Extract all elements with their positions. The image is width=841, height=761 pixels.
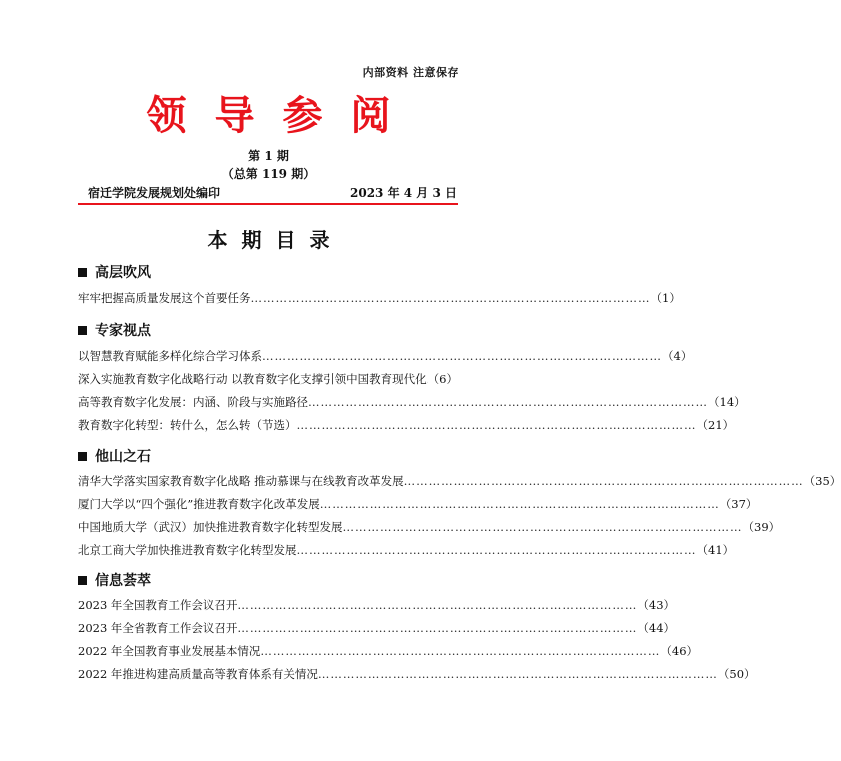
entry-page: （43）	[637, 598, 676, 612]
entry-title: 中国地质大学（武汉）加快推进教育数字化转型发展	[78, 520, 343, 534]
entry-title: 教育数字化转型：转什么，怎么转（节选）	[78, 418, 297, 432]
toc-entry[interactable]	[78, 417, 735, 433]
toc-entry[interactable]	[78, 290, 681, 306]
leader-dots: ……………………………………………………………………………………	[342, 520, 743, 534]
entry-page: （1）	[650, 291, 681, 305]
entry-page: （39）	[742, 520, 781, 534]
toc-entry[interactable]	[78, 643, 699, 659]
leader-dots: ……………………………………………………………………………………	[250, 291, 651, 305]
square-bullet-icon	[78, 268, 87, 277]
toc-entry[interactable]	[78, 496, 758, 512]
leader-dots: ……………………………………………………………………………………	[262, 349, 662, 363]
entry-page: （4）	[662, 349, 693, 363]
toc-entry[interactable]	[78, 620, 676, 636]
toc-entry[interactable]	[78, 666, 756, 682]
section-name: 专家视点	[95, 323, 151, 339]
editor-line: 宿迁学院发展规划处编印	[88, 186, 221, 200]
entry-title: 北京工商大学加快推进教育数字化转型发展	[78, 543, 297, 557]
leader-dots: ……………………………………………………………………………………	[403, 474, 804, 488]
issue-number: 第 1 期	[248, 149, 289, 163]
masthead-title: 领导参阅	[146, 93, 419, 139]
entry-page: （41）	[696, 543, 735, 557]
toc-entry[interactable]	[78, 542, 735, 558]
leader-dots: ……………………………………………………………………………………	[319, 497, 720, 511]
leader-dots: ……………………………………………………………………………………	[237, 621, 638, 635]
toc-entry[interactable]	[78, 597, 676, 613]
red-divider	[78, 203, 458, 205]
entry-title: 高等教育数字化发展：内涵、阶段与实施路径	[78, 395, 308, 409]
toc-entry[interactable]	[78, 371, 458, 387]
entry-page: （21）	[696, 418, 735, 432]
toc-section-heading	[78, 446, 151, 466]
toc-entry[interactable]	[78, 348, 693, 364]
publish-date: 2023 年 4 月 3 日	[350, 186, 457, 200]
section-name: 信息荟萃	[95, 573, 151, 589]
entry-title: 深入实施教育数字化战略行动 以教育数字化支撑引领中国教育现代化	[78, 372, 427, 386]
leader-dots: ……………………………………………………………………………………	[317, 667, 718, 681]
entry-page: （14）	[708, 395, 746, 409]
leader-dots: ……………………………………………………………………………………	[296, 543, 697, 557]
toc-section-heading	[78, 320, 151, 340]
square-bullet-icon	[78, 452, 87, 461]
toc-section-heading	[78, 570, 151, 590]
toc-entry[interactable]	[78, 394, 746, 410]
leader-dots: ……………………………………………………………………………………	[237, 598, 638, 612]
entry-page: （6）	[427, 372, 458, 386]
square-bullet-icon	[78, 576, 87, 585]
confidential-notice: 内部资料 注意保存	[362, 66, 459, 79]
entry-page: （46）	[660, 644, 699, 658]
leader-dots: ……………………………………………………………………………………	[260, 644, 661, 658]
toc-entry[interactable]	[78, 473, 841, 489]
section-name: 高层吹风	[95, 265, 151, 281]
entry-title: 厦门大学以“四个强化”推进教育数字化改革发展	[78, 497, 320, 511]
entry-title: 牢牢把握高质量发展这个首要任务	[78, 291, 251, 305]
square-bullet-icon	[78, 326, 87, 335]
toc-title: 本期目录	[207, 228, 344, 252]
entry-title: 2023 年全省教育工作会议召开	[78, 621, 238, 635]
entry-page: （37）	[719, 497, 758, 511]
entry-title: 以智慧教育赋能多样化综合学习体系	[78, 349, 262, 363]
entry-page: （50）	[717, 667, 756, 681]
leader-dots: ……………………………………………………………………………………	[296, 418, 697, 432]
entry-title: 2022 年推进构建高质量高等教育体系有关情况	[78, 667, 318, 681]
toc-entry[interactable]	[78, 519, 781, 535]
entry-title: 清华大学落实国家教育数字化战略 推动慕课与在线教育改革发展	[78, 474, 404, 488]
entry-title: 2023 年全国教育工作会议召开	[78, 598, 238, 612]
total-issue-number: （总第 119 期）	[221, 167, 316, 181]
entry-page: （44）	[637, 621, 676, 635]
leader-dots: ……………………………………………………………………………………	[308, 395, 708, 409]
toc-section-heading	[78, 262, 151, 282]
entry-page: （35）	[803, 474, 841, 488]
section-name: 他山之石	[95, 449, 151, 465]
entry-title: 2022 年全国教育事业发展基本情况	[78, 644, 261, 658]
